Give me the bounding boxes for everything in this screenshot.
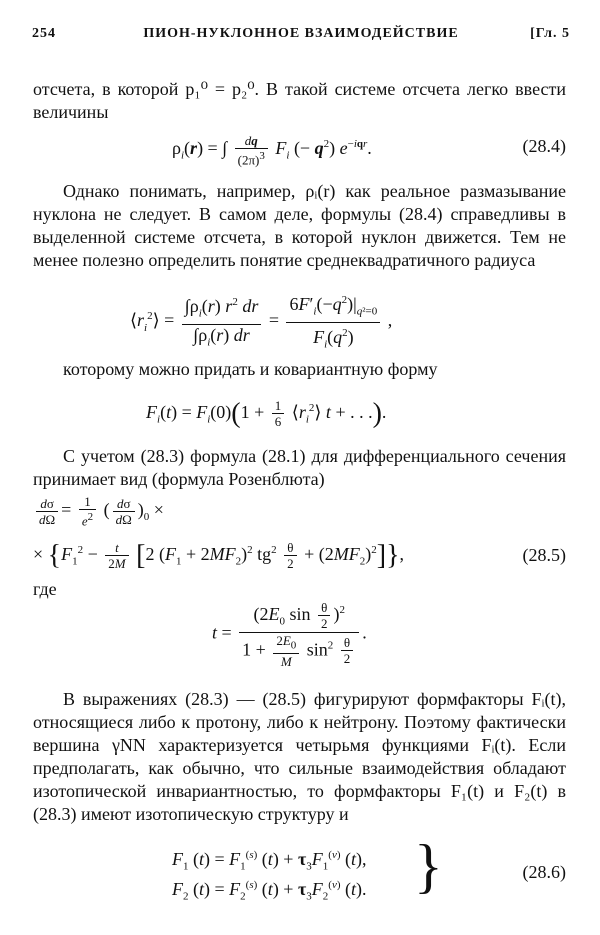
running-header bbox=[32, 26, 570, 50]
equation-28-4: $\rho_i(r)$ = ∫ $\frac{dq}{(2\pi)^3}$ $F_i$ (− $q^2$) $e^{-iqr}$. bbox=[172, 132, 372, 168]
equation-covariant-form: $F_i(t) = F_i(0)(1$ + $\frac{1}{6}$ $⟨r_i^2⟩$ t + . . .). bbox=[146, 397, 387, 430]
paragraph-4: С учетом (28.3) формула (28.1) для дифференциального сечения принимает вид (формула Розенблюта) bbox=[33, 446, 566, 489]
right-brace: } bbox=[414, 833, 443, 899]
equation-28-6-line-1: $F_1$ $(t) = F_1^{(s)}$ $(t) + \tau_3F_1^{(v)}$ (t), bbox=[172, 849, 367, 873]
paragraph-3: которому можно придать и ковариантную форму bbox=[63, 359, 438, 379]
equation-number: (28.4) bbox=[522, 136, 566, 156]
equation-rosenbluth-line-2: × {$F_1^2$ − $\frac{t}{2M}$ [2 $(F_1 + 2MF_2)^2$ $tg^2$ $\frac{\theta}{2}$ + $(2MF_2)^2$]}, bbox=[33, 539, 405, 572]
page-number: 254 bbox=[32, 26, 56, 41]
chapter-label: [Гл. 5 bbox=[530, 26, 570, 41]
running-title: ПИОН-НУКЛОННОЕ ВЗАИМОДЕЙСТВИЕ bbox=[143, 26, 459, 41]
equation-t-definition: t = ($2E_0$ sin $\frac{\theta}{2}$ )$^2$ 1 + $\frac{2E_0}{M}$ $\sin^2$ $\frac{\theta}{2}$ . bbox=[212, 600, 367, 670]
paragraph-2: Однако понимать, например, ρᵢ(r) как реальное размазывание нуклона не следует. В самом деле, формулы (28.4) справедливы в выделенной системе отсчета, в которой нуклон движется. Тем не менее полезно определить понятие среднеквадратичного радиуса bbox=[33, 181, 566, 270]
paragraph-5: где bbox=[33, 579, 57, 599]
equation-number: (28.6) bbox=[522, 862, 566, 882]
paragraph-1: отсчета, в которой p₁⁰ = p₂⁰. В такой системе отсчета легко ввести величины bbox=[33, 79, 566, 122]
equation-mean-square-radius: $⟨r_i^2⟩$ = $\frac{\int\rho_i(r) r^2 dr}{\int\rho_i(r) dr}$ = $\frac{6F'_i(-q^2)|_{q^2=0}}{F_i(q^2)}$ , bbox=[130, 290, 392, 354]
equation-28-6-line-2: $F_2$ $(t) = F_2^{(s)}$ $(t) + \tau_3F_2^{(v)}$ (t). bbox=[172, 879, 367, 903]
equation-rosenbluth-line-1: $\frac{d\sigma}{d\Omega}$ = $\frac{1}{e^2}$ ( $\frac{d\sigma}{d\Omega}$ )$_0$ × bbox=[33, 494, 164, 529]
paragraph-6: В выражениях (28.3) — (28.5) фигурируют формфакторы Fᵢ(t), относящиеся либо к протону, либо к нейтрону. Поэтому фактически вершина γNN характеризуется четырьмя функциями Fᵢ(t). Если предполагать, как обычно, что сильные взаимодействия обладают изотопической инвариантностью, то формфакторы F₁(t) и F₂(t) в (28.3) имеют изотопическую структуру и bbox=[33, 689, 566, 824]
equation-number: (28.5) bbox=[522, 545, 566, 565]
